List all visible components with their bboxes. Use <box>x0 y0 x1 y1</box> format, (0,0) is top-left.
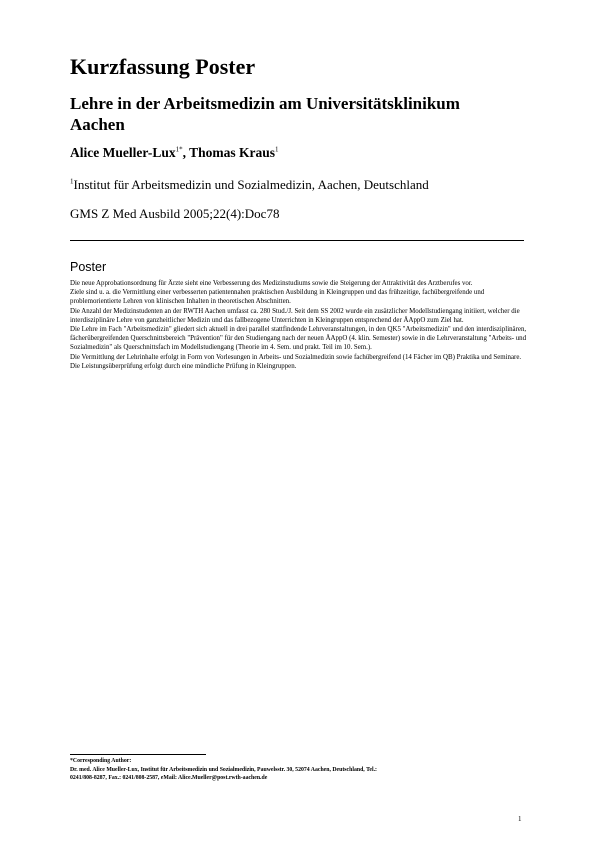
author-name: Alice Mueller-Lux <box>70 145 176 160</box>
footnote-address: Dr. med. Alice Mueller-Lux, Institut für Arbeitsmedizin und Sozialmedizin, Pauwelsstr. 30, 52074 Aachen, Deutschland, Tel.: <box>70 766 377 773</box>
author-affiliation-marker: 1 <box>275 145 279 154</box>
section-heading: Poster <box>70 260 107 274</box>
body-paragraph: Die Lehre im Fach "Arbeitsmedizin" gliedert sich aktuell in drei parallel stattfindende Lehrveranstaltungen, in den QK5 "Arbeitsmedizin" und den interdisziplinären, fächerübergreifenden Querschnittsbereich "Prävention" für den Studiengang nach der neuen ÄAppO (4. klin. Semester) sowie in die Lehrveranstaltung "Arbeits- und Sozialmedizin" als Querschnittsfach im Modellstudiengang (Theorie im 4. Sem. und prakt. Teil im 10. Sem.). <box>70 326 527 352</box>
affiliation <box>70 177 429 193</box>
author-separator: , <box>182 145 190 160</box>
footnote <box>70 757 530 783</box>
affiliation-text: Institut für Arbeitsmedizin und Sozialmedizin, Aachen, Deutschland <box>73 177 429 192</box>
document-title: Kurzfassung Poster <box>70 54 256 79</box>
affiliation-marker: 1 <box>70 177 74 186</box>
body-paragraph: Die Leistungsüberprüfung erfolgt durch eine mündliche Prüfung in Kleingruppen. <box>70 362 297 370</box>
body-paragraph: Ziele sind u. a. die Vermittlung einer verbesserten patientennahen praktischen Ausbildung in Kleingruppen und das frühzeitige, fachübergreifende und problemorientierte Lehren von klinischen Inhalten in theoretischen Abschnitten. <box>70 289 485 306</box>
page-number: 1 <box>518 815 522 823</box>
body-paragraph: Die Anzahl der Medizinstudenten an der RWTH Aachen umfasst ca. 280 Stud./J. Seit dem SS 2002 wurde ein zusätzlicher Modellstudiengang initiiert, welcher die interdisziplinäre Lehre von ganzheitlicher Medizin und das fallbezogene Unterrichten in Kleingruppen entsprechend der ÄAppO zum Ziel hat. <box>70 307 520 324</box>
author-name: Thomas Kraus <box>189 145 276 160</box>
footnote-divider <box>70 754 206 755</box>
body-paragraph: Die Vermittlung der Lehrinhalte erfolgt in Form von Vorlesungen in Arbeits- und Sozialmedizin sowie fachübergreifend (14 Fächer im QB) Praktika und Seminare. <box>70 353 522 361</box>
footnote-heading: *Corresponding Author: <box>70 758 132 764</box>
author-affiliation-marker: 1* <box>175 145 183 154</box>
poster-title: Lehre in der Arbeitsmedizin am Universitätsklinikum Aachen <box>70 94 460 134</box>
footnote-contact: 0241/808-8287, Fax.: 0241/808-2587, eMail: Alice.Mueller@post.rwth-aachen.de <box>70 775 268 782</box>
body-paragraph: Die neue Approbationsordnung für Ärzte sieht eine Verbesserung des Medizinstudiums sowie die Steigerung der Attraktivität des Arztberufes vor. <box>70 280 473 287</box>
abstract-body <box>70 279 530 371</box>
author-list <box>70 145 279 161</box>
horizontal-divider <box>70 240 524 241</box>
journal-citation: GMS Z Med Ausbild 2005;22(4):Doc78 <box>70 206 280 221</box>
